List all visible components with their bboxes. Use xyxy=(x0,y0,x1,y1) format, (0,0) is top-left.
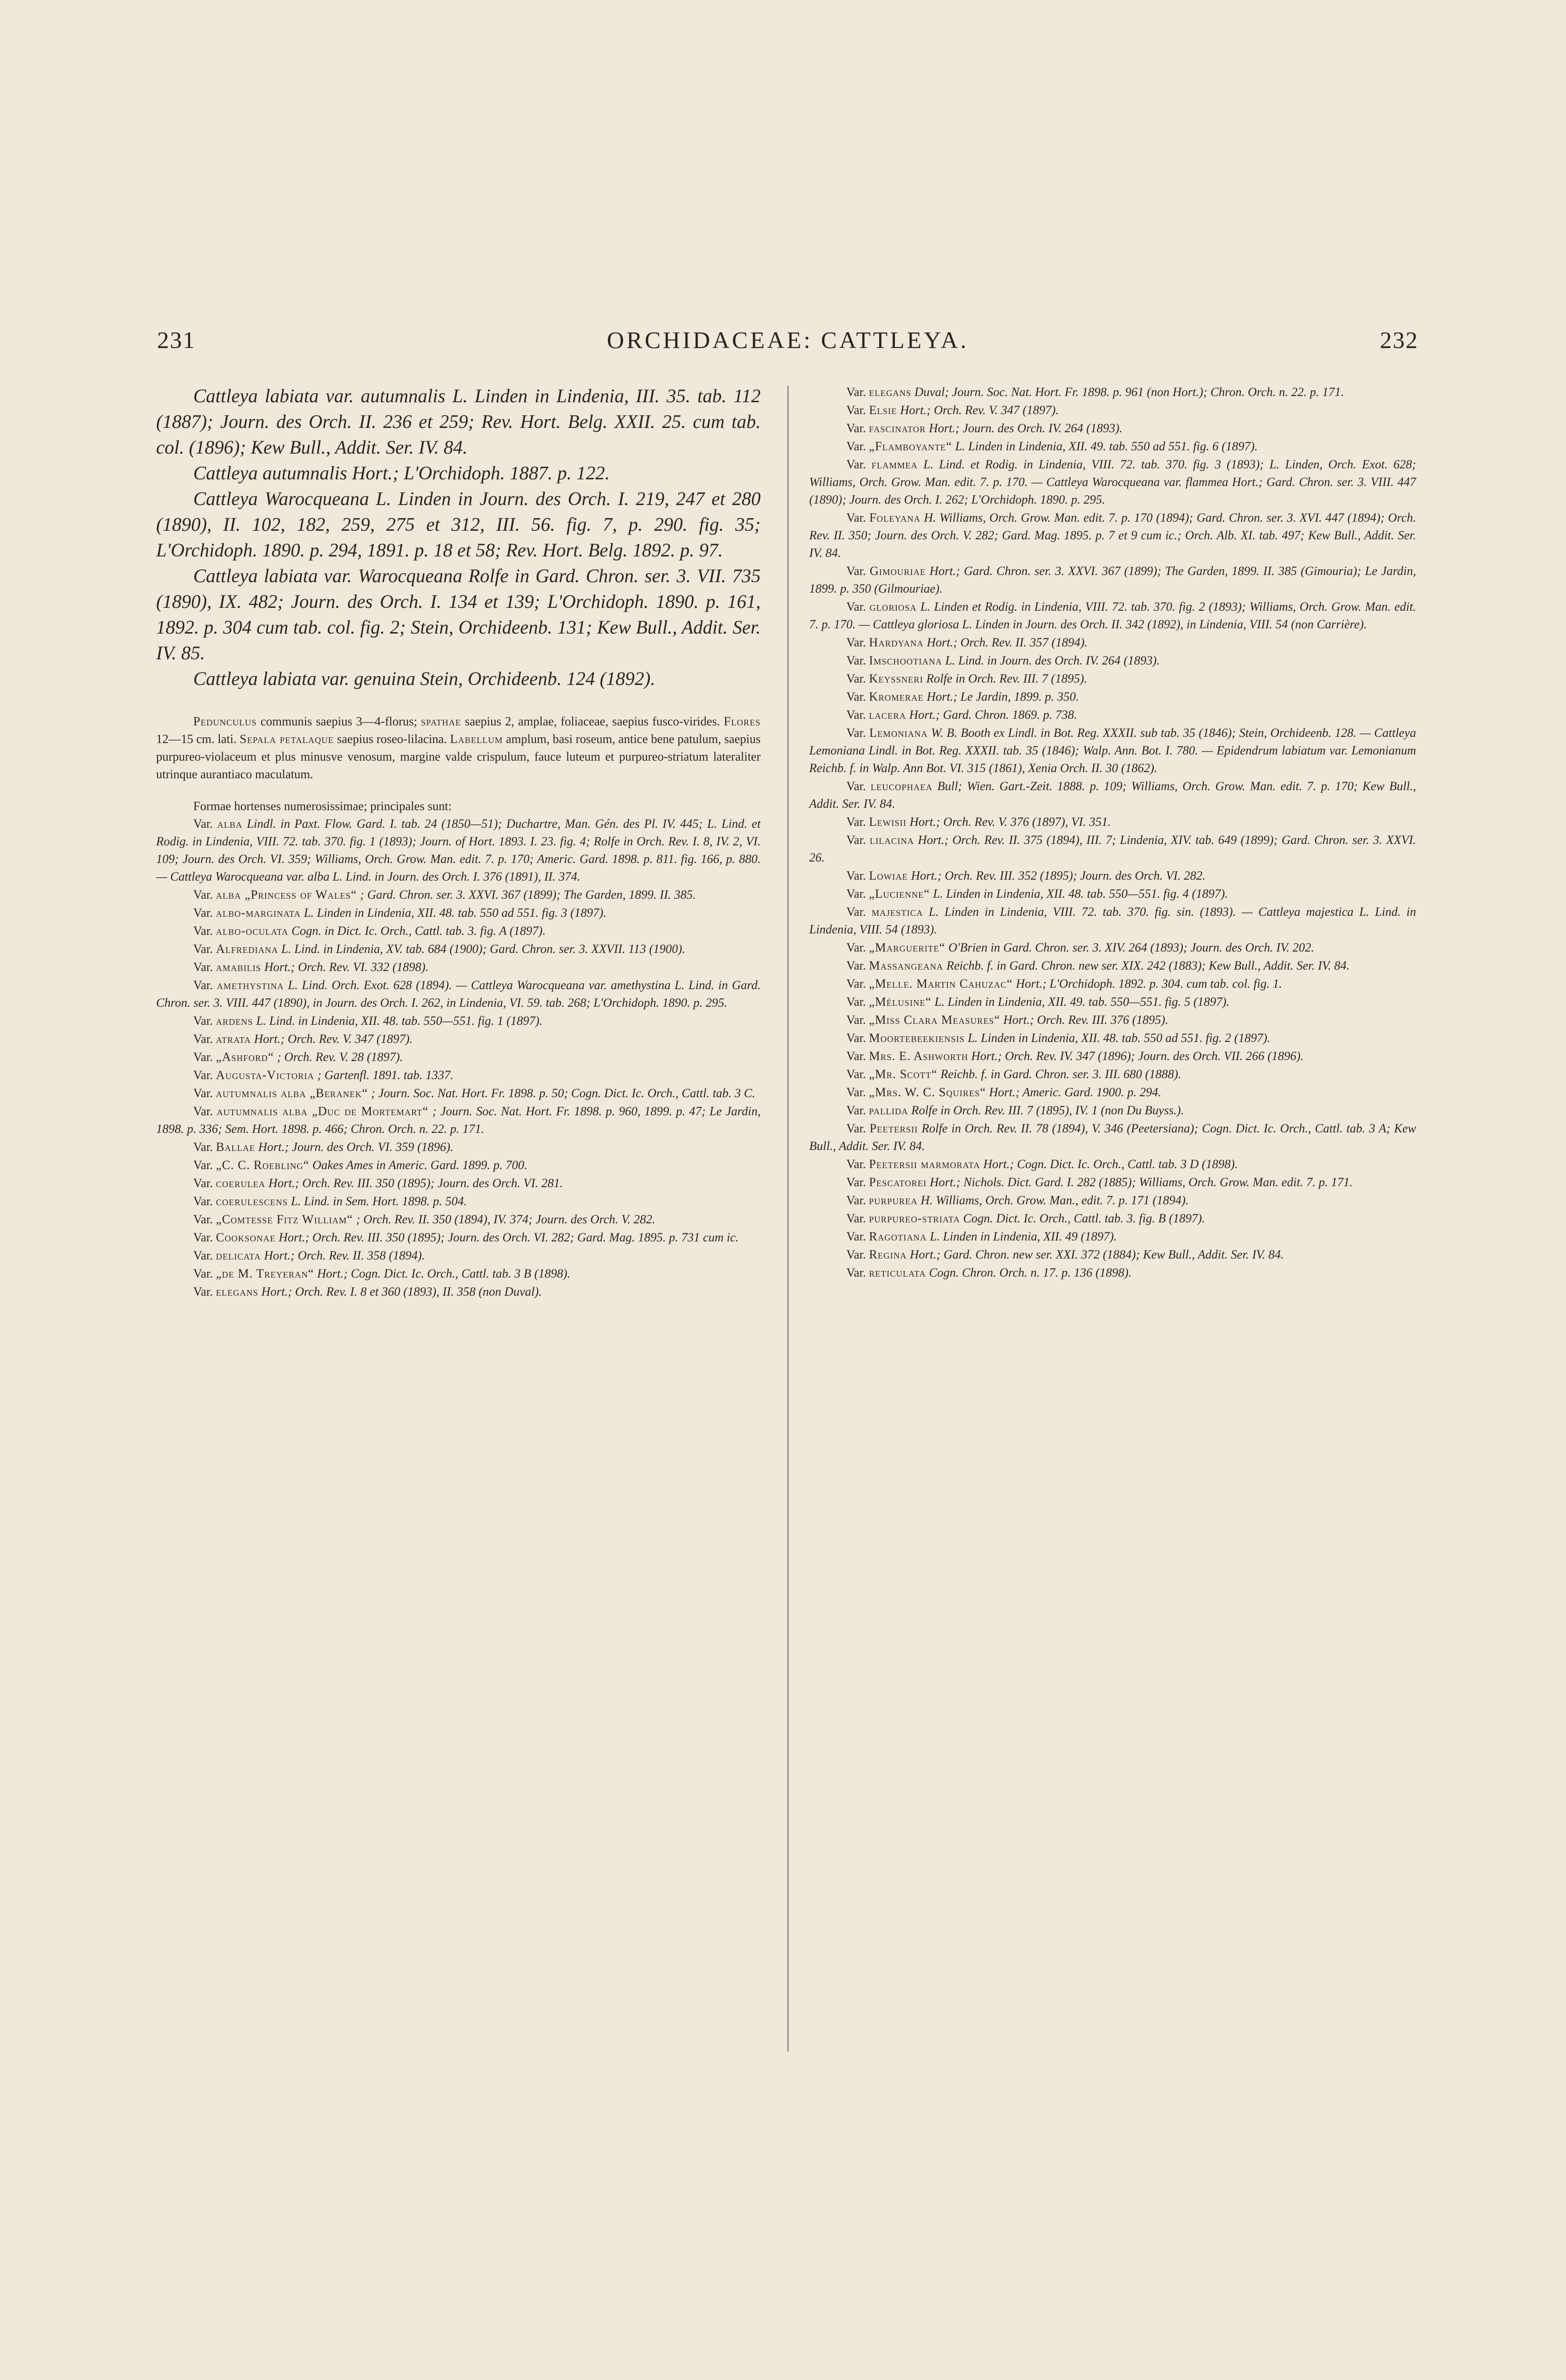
variety-entry xyxy=(809,957,1416,974)
variety-reference: Reichb. f. in Gard. Chron. new ser. XIX. 242 (1883); Kew Bull., Addit. Ser. IV. 84. xyxy=(946,959,1350,972)
variety-name: Peetersii marmorata xyxy=(869,1157,981,1171)
right-column xyxy=(809,383,1416,1282)
variety-label: Var. xyxy=(193,817,218,831)
variety-label: Var. xyxy=(846,1085,869,1099)
variety-name: Alfrediana xyxy=(216,942,278,956)
variety-label: Var. xyxy=(193,1140,216,1154)
variety-label: Var. xyxy=(193,1249,216,1262)
variety-label: Var. xyxy=(846,959,869,972)
variety-reference: Hort.; Orch. Rev. III. 350 (1895); Journ. des Orch. VI. 282; Gard. Mag. 1895. p. 731 cum ic. xyxy=(278,1230,739,1244)
variety-name: Lowiae xyxy=(869,869,908,883)
variety-entry xyxy=(156,1247,761,1264)
variety-entry xyxy=(809,813,1416,831)
variety-reference: Bull; Wien. Gart.-Zeit. 1888. p. 109; Williams, Orch. Grow. Man. edit. 7. p. 170; Kew Bull., Addit. Ser. IV. 84. xyxy=(809,779,1417,811)
variety-entry xyxy=(809,1246,1416,1263)
variety-entry xyxy=(156,940,761,958)
variety-label: Var. xyxy=(846,1013,869,1027)
variety-name: pallida xyxy=(869,1103,909,1117)
variety-label: Var. xyxy=(193,960,216,974)
variety-label: Var. xyxy=(846,941,869,954)
variety-label: Var. xyxy=(846,439,869,453)
variety-name: alba „Princess of Wales“ xyxy=(216,888,357,902)
variety-reference: ; Gartenfl. 1891. tab. 1337. xyxy=(317,1068,454,1082)
variety-name: atrata xyxy=(216,1032,251,1046)
variety-reference: Oakes Ames in Americ. Gard. 1899. p. 700. xyxy=(312,1158,527,1172)
variety-name: purpurea xyxy=(869,1193,918,1207)
forms-intro: Formae hortenses numerosissimae; principales sunt: xyxy=(193,799,452,813)
variety-entry xyxy=(156,1030,761,1048)
variety-name: Hardyana xyxy=(869,635,924,649)
variety-entry xyxy=(809,1191,1416,1209)
variety-reference: Rolfe in Orch. Rev. III. 7 (1895), IV. 1 (non Du Buyss.). xyxy=(911,1103,1184,1117)
variety-reference: Rolfe in Orch. Rev. III. 7 (1895). xyxy=(926,672,1087,685)
variety-reference: L. Linden in Lindenia, XII. 48. tab. 550 ad 551. fig. 2 (1897). xyxy=(968,1031,1270,1045)
variety-reference: L. Lind. et Rodig. in Lindenia, VIII. 72. tab. 370. fig. 3 (1893); L. Linden, Orch. Exot. 628; Williams, Orch. Grow. Man. edit. 7. p. 170. — Cattleya Warocqueana var. flammea Hort.; Gard. Chron. ser. 3. VIII. 447 (1890); Journ. des Orch. I. 262; L'Orchidoph. 1890. p. 295. xyxy=(809,457,1416,506)
variety-label: Var. xyxy=(846,403,869,417)
variety-entry xyxy=(156,1066,761,1084)
variety-reference: Reichb. f. in Gard. Chron. ser. 3. III. 680 (1888). xyxy=(940,1067,1181,1081)
variety-reference: Hort.; Orch. Rev. V. 376 (1897), VI. 351. xyxy=(910,815,1111,829)
variety-reference: Hort.; Orch. Rev. IV. 347 (1896); Journ. des Orch. VII. 266 (1896). xyxy=(971,1049,1304,1063)
variety-label: Var. xyxy=(193,1104,217,1118)
variety-entry xyxy=(809,831,1416,866)
variety-name: lacera xyxy=(869,708,906,722)
variety-name: Moortebeekiensis xyxy=(869,1031,965,1045)
variety-name: Elsie xyxy=(869,403,897,417)
variety-label: Var. xyxy=(846,385,869,399)
variety-label: Var. xyxy=(846,672,869,685)
variety-name: „Melle. Martin Cahuzac“ xyxy=(869,977,1013,991)
variety-entry xyxy=(809,509,1416,562)
variety-name: Keyssneri xyxy=(869,672,923,685)
variety-name: reticulata xyxy=(869,1266,926,1279)
variety-reference: Hort.; Journ. des Orch. VI. 359 (1896). xyxy=(258,1140,454,1154)
variety-reference: Hort.; Orch. Rev. III. 376 (1895). xyxy=(1003,1013,1169,1027)
variety-label: Var. xyxy=(846,421,869,435)
running-header xyxy=(157,326,1418,364)
variety-name: Massangeana xyxy=(869,959,943,972)
variety-entry xyxy=(156,904,761,922)
variety-reference: Cogn. Dict. Ic. Orch., Cattl. tab. 3. fig. B (1897). xyxy=(963,1211,1205,1225)
variety-reference: L. Linden in Lindenia, XII. 49. tab. 550—551. fig. 5 (1897). xyxy=(934,995,1230,1009)
variety-reference: Hort.; Le Jardin, 1899. p. 350. xyxy=(926,690,1079,704)
variety-label: Var. xyxy=(846,1067,869,1081)
variety-name: majestica xyxy=(872,905,923,919)
variety-entry xyxy=(156,1102,761,1138)
variety-label: Var. xyxy=(846,564,870,578)
variety-reference: Hort.; Gard. Chron. ser. 3. XXVI. 367 (1899); The Garden, 1899. II. 385 (Gimouria); Le Jardin, 1899. p. 350 (Gilmouriae). xyxy=(809,564,1416,595)
variety-entry xyxy=(156,1283,761,1300)
variety-entry xyxy=(809,706,1416,724)
variety-name: „Mr. Scott“ xyxy=(869,1067,938,1081)
variety-entry xyxy=(809,598,1416,633)
variety-reference: Cogn. in Dict. Ic. Orch., Cattl. tab. 3. fig. A (1897). xyxy=(291,924,546,938)
variety-name: flammea xyxy=(872,457,918,471)
variety-entry xyxy=(809,993,1416,1011)
variety-label: Var. xyxy=(193,888,216,902)
variety-label: Var. xyxy=(846,1175,869,1189)
variety-name: fascinator xyxy=(869,421,926,435)
variety-reference: Hort.; Nichols. Dict. Gard. I. 282 (1885); Williams, Orch. Grow. Man. edit. 7. p. 171. xyxy=(930,1175,1353,1189)
variety-name: „Mélusine“ xyxy=(869,995,932,1009)
variety-entry xyxy=(809,562,1416,597)
variety-reference: Hort.; Cogn. Dict. Ic. Orch., Cattl. tab. 3 D (1898). xyxy=(983,1157,1238,1171)
variety-reference: L. Linden in Lindenia, XII. 48. tab. 550 ad 551. fig. 3 (1897). xyxy=(304,906,606,920)
variety-reference: L. Linden in Lindenia, XII. 48. tab. 550—551. fig. 4 (1897). xyxy=(933,887,1228,901)
variety-name: Kromerae xyxy=(869,690,924,704)
variety-reference: Hort.; Orch. Rev. V. 347 (1897). xyxy=(900,403,1059,417)
variety-reference: ; Orch. Rev. V. 28 (1897). xyxy=(277,1050,403,1064)
variety-label: Var. xyxy=(193,978,217,992)
variety-entry xyxy=(156,1174,761,1192)
variety-reference: Hort.; Orch. Rev. II. 357 (1894). xyxy=(926,635,1088,649)
variety-entry xyxy=(809,1047,1416,1065)
variety-label: Var. xyxy=(193,1285,216,1299)
variety-name: „Lucienne“ xyxy=(869,887,930,901)
variety-name: albo-oculata xyxy=(216,924,288,938)
variety-entry xyxy=(809,1264,1416,1281)
synonym-entry: Cattleya labiata var. autumnalis L. Linden in Lindenia, III. 35. tab. 112 (1887); Journ. des Orch. II. 236 et 259; Rev. Hort. Belg. XXII. 25. cum tab. col. (1896); Kew Bull., Addit. Ser. IV. 84. xyxy=(156,385,761,458)
variety-reference: L. Lind. in Lindenia, XV. tab. 684 (1900); Gard. Chron. ser. 3. XXVII. 113 (1900). xyxy=(281,942,685,956)
variety-entry xyxy=(809,670,1416,687)
variety-entry xyxy=(809,867,1416,884)
variety-label: Var. xyxy=(193,906,216,920)
variety-name: amethystina xyxy=(217,978,284,992)
variety-entry xyxy=(809,777,1416,813)
variety-label: Var. xyxy=(846,511,870,525)
variety-entry xyxy=(809,401,1416,419)
variety-reference: H. Williams, Orch. Grow. Man., edit. 7. p. 171 (1894). xyxy=(921,1193,1189,1207)
variety-reference: Hort.; Orch. Rev. II. 375 (1894), III. 7; Lindenia, XIV. tab. 649 (1899); Gard. Chron. ser. 3. XXVI. 26. xyxy=(809,833,1416,864)
variety-entry xyxy=(156,976,761,1012)
variety-label: Var. xyxy=(846,1049,869,1063)
variety-entry xyxy=(809,1101,1416,1119)
variety-name: „Mrs. W. C. Squires“ xyxy=(869,1085,986,1099)
variety-reference: Hort.; Orch. Rev. I. 8 et 360 (1893), II. 358 (non Duval). xyxy=(261,1285,542,1299)
synonym-entry: Cattleya Warocqueana L. Linden in Journ. des Orch. I. 219, 247 et 280 (1890), II. 102, 182, 259, 275 et 312, III. 56. fig. 7, p. 290. fig. 35; L'Orchidoph. 1890. p. 294, 1891. p. 18 et 58; Rev. Hort. Belg. 1892. p. 97. xyxy=(156,488,761,561)
variety-entry xyxy=(156,1012,761,1030)
variety-name: autumnalis alba „Beranek“ xyxy=(216,1086,368,1100)
synonym-entry: Cattleya labiata var. Warocqueana Rolfe in Gard. Chron. ser. 3. VII. 735 (1890), IX. 482; Journ. des Orch. I. 134 et 139; L'Orchidoph. 1890. p. 161, 1892. p. 304 cum tab. col. fig. 2; Stein, Orchideenb. 131; Kew Bull., Addit. Ser. IV. 85. xyxy=(156,565,761,664)
variety-entry xyxy=(156,1229,761,1246)
variety-reference: Hort.; Orch. Rev. III. 350 (1895); Journ. des Orch. VI. 281. xyxy=(268,1176,563,1190)
variety-reference: H. Williams, Orch. Grow. Man. edit. 7. p. 170 (1894); Gard. Chron. ser. 3. XVI. 447 (1894); Orch. Rev. II. 350; Journ. des Orch. V. 282; Gard. Mag. 1895. p. 7 et 9 cum ic.; Orch. Alb. XI. tab. 497; Kew Bull., Addit. Ser. IV. 84. xyxy=(809,511,1416,560)
variety-reference: Rolfe in Orch. Rev. II. 78 (1894), V. 346 (Peetersiana); Cogn. Dict. Ic. Orch., Cattl. tab. 3 A; Kew Bull., Addit. Ser. IV. 84. xyxy=(809,1121,1416,1153)
variety-reference: L. Linden in Lindenia, XII. 49 (1897). xyxy=(930,1230,1117,1243)
variety-reference: Duval; Journ. Soc. Nat. Hort. Fr. 1898. p. 961 (non Hort.); Chron. Orch. n. 22. p. 171. xyxy=(914,385,1344,399)
variety-label: Var. xyxy=(846,815,869,829)
variety-entry xyxy=(156,1192,761,1210)
variety-reference: L. Lind. in Sem. Hort. 1898. p. 504. xyxy=(291,1194,467,1208)
variety-label: Var. xyxy=(846,1157,869,1171)
description-paragraph: Pedunculus communis saepius 3—4-florus; spathae saepius 2, amplae, foliaceae, saepius fusco-virides. Flores 12—15 cm. lati. Sepala petalaque saepius roseo-lilacina. Labellum amplum, basi roseum, antice bene patulum, saepius purpureo-violaceum et plus minusve venosum, margine valde crispulum, fauce luteum et purpureo-striatum lateraliter utrinque aurantiaco maculatum. xyxy=(156,714,761,781)
variety-entry xyxy=(156,922,761,940)
variety-name: elegans xyxy=(216,1285,258,1299)
page-number-left: 231 xyxy=(157,327,196,353)
variety-name: amabilis xyxy=(216,960,261,974)
variety-reference: Hort.; Gard. Chron. 1869. p. 738. xyxy=(909,708,1077,722)
variety-label: Var. xyxy=(846,1266,869,1279)
variety-reference: Cogn. Chron. Orch. n. 17. p. 136 (1898). xyxy=(929,1266,1132,1279)
variety-reference: L. Lind. Orch. Exot. 628 (1894). — Cattleya Warocqueana var. amethystina L. Lind. in Gard. Chron. ser. 3. VIII. 447 (1890), in Journ. des Orch. I. 262, in Lindenia, VI. 59. tab. 268; L'Orchidoph. 1890. p. 295. xyxy=(156,978,761,1010)
variety-label: Var. xyxy=(846,1211,869,1225)
variety-name: Pescatorei xyxy=(869,1175,927,1189)
variety-reference: ; Journ. Soc. Nat. Hort. Fr. 1898. p. 50; Cogn. Dict. Ic. Orch., Cattl. tab. 3 C. xyxy=(371,1086,755,1100)
variety-entry xyxy=(156,1210,761,1228)
variety-name: albo-marginata xyxy=(216,906,301,920)
variety-entry xyxy=(809,885,1416,902)
variety-label: Var. xyxy=(846,457,872,471)
variety-reference: W. B. Booth ex Lindl. in Bot. Reg. XXXII. sub tab. 35 (1846); Stein, Orchideenb. 128. — Cattleya Lemoniana Lindl. in Bot. Reg. XXXII. tab. 35 (1846); Walp. Ann. Bot. I. 780. — Epidendrum labiatum var. Lemonianum Reichb. f. in Walp. Ann Bot. VI. 315 (1861), Xenia Orch. II. 30 (1862). xyxy=(809,726,1417,775)
synonymy xyxy=(156,383,761,692)
variety-label: Var. xyxy=(193,1068,216,1082)
variety-label: Var. xyxy=(846,905,872,919)
variety-entry xyxy=(809,688,1416,705)
variety-entry xyxy=(156,1138,761,1156)
variety-entry xyxy=(156,1156,761,1174)
variety-entry xyxy=(809,1011,1416,1029)
variety-entry xyxy=(809,1065,1416,1083)
variety-label: Var. xyxy=(846,779,871,793)
variety-label: Var. xyxy=(846,1103,869,1117)
variety-entry xyxy=(809,1173,1416,1191)
variety-entry xyxy=(156,958,761,976)
variety-label: Var. xyxy=(193,1158,216,1172)
variety-reference: Hort.; Orch. Rev. III. 352 (1895); Journ. des Orch. VI. 282. xyxy=(911,869,1206,883)
variety-reference: O'Brien in Gard. Chron. ser. 3. XIV. 264 (1893); Journ. des Orch. IV. 202. xyxy=(948,941,1315,954)
page-number-right: 232 xyxy=(1380,327,1418,353)
variety-label: Var. xyxy=(846,708,869,722)
variety-name: alba xyxy=(217,817,243,831)
variety-reference: ; Journ. Soc. Nat. Hort. Fr. 1898. p. 960, 1899. p. 47; Le Jardin, 1898. p. 336; Sem. Hort. 1898. p. 466; Chron. Orch. n. 22. p. 171. xyxy=(156,1104,761,1136)
variety-entry xyxy=(809,456,1416,508)
variety-entry xyxy=(156,886,761,903)
variety-label: Var. xyxy=(193,1086,216,1100)
variety-label: Var. xyxy=(193,1176,216,1190)
variety-reference: L. Linden in Lindenia, VIII. 72. tab. 370. fig. sin. (1893). — Cattleya majestica L. Lind. in Lindenia, VIII. 54 (1893). xyxy=(809,905,1416,936)
variety-name: „Ashford“ xyxy=(216,1050,274,1064)
variety-name: Mrs. E. Ashworth xyxy=(869,1049,968,1063)
variety-label: Var. xyxy=(193,1212,216,1226)
variety-reference: ; Orch. Rev. II. 350 (1894), IV. 374; Journ. des Orch. V. 282. xyxy=(356,1212,655,1226)
variety-name: ardens xyxy=(216,1014,253,1028)
variety-reference: Hort.; Orch. Rev. II. 358 (1894). xyxy=(264,1249,425,1262)
variety-name: Foleyana xyxy=(869,511,921,525)
variety-entry xyxy=(809,1029,1416,1047)
variety-reference: Hort.; Cogn. Dict. Ic. Orch., Cattl. tab. 3 B (1898). xyxy=(317,1267,571,1280)
variety-label: Var. xyxy=(846,1031,869,1045)
variety-entry xyxy=(809,1120,1416,1155)
variety-entry xyxy=(809,383,1416,401)
variety-reference: L. Linden et Rodig. in Lindenia, VIII. 72. tab. 370. fig. 2 (1893); Williams, Orch. Grow. Man. edit. 7. p. 170. — Cattleya gloriosa L. Linden in Journ. des Orch. II. 342 (1892), in Lindenia, VIII. 54 (non Carrière). xyxy=(809,600,1416,631)
variety-name: leucophaea xyxy=(871,779,933,793)
variety-reference: ; Gard. Chron. ser. 3. XXVI. 367 (1899); The Garden, 1899. II. 385. xyxy=(360,888,696,902)
variety-label: Var. xyxy=(193,1050,216,1064)
variety-label: Var. xyxy=(846,833,870,847)
variety-reference: L. Linden in Lindenia, XII. 49. tab. 550 ad 551. fig. 6 (1897). xyxy=(955,439,1258,453)
variety-label: Var. xyxy=(193,1230,216,1244)
variety-name: coerulescens xyxy=(216,1194,288,1208)
variety-label: Var. xyxy=(846,869,869,883)
variety-name: Imschootiana xyxy=(869,654,942,667)
variety-label: Var. xyxy=(846,600,870,614)
running-title: ORCHIDACEAE: CATTLEYA. xyxy=(607,327,969,353)
variety-list xyxy=(809,383,1416,1281)
variety-entry xyxy=(809,724,1416,777)
variety-name: coerulea xyxy=(216,1176,266,1190)
variety-entry xyxy=(809,975,1416,992)
variety-entry xyxy=(809,1228,1416,1245)
variety-name: purpureo-striata xyxy=(869,1211,960,1225)
variety-label: Var. xyxy=(846,654,869,667)
variety-name: Gimouriae xyxy=(870,564,926,578)
variety-name: „Marguerite“ xyxy=(869,941,945,954)
variety-name: „Comtesse Fitz William“ xyxy=(216,1212,353,1226)
variety-reference: Hort.; Journ. des Orch. IV. 264 (1893). xyxy=(929,421,1123,435)
variety-name: Lemoniana xyxy=(869,726,928,740)
variety-label: Var. xyxy=(193,942,216,956)
variety-name: „C. C. Roebling“ xyxy=(216,1158,309,1172)
variety-label: Var. xyxy=(846,995,869,1009)
variety-entry xyxy=(156,815,761,885)
variety-name: Ragotiana xyxy=(869,1230,927,1243)
variety-entry xyxy=(809,419,1416,437)
variety-entry xyxy=(809,1083,1416,1101)
variety-label: Var. xyxy=(846,726,870,740)
variety-list xyxy=(156,815,761,1300)
variety-entry xyxy=(809,634,1416,651)
variety-label: Var. xyxy=(193,1032,216,1046)
variety-label: Var. xyxy=(846,1121,870,1135)
variety-label: Var. xyxy=(193,924,216,938)
variety-reference: L. Lind. in Lindenia, XII. 48. tab. 550—551. fig. 1 (1897). xyxy=(256,1014,543,1028)
variety-label: Var. xyxy=(846,1230,869,1243)
synonym-entry: Cattleya autumnalis Hort.; L'Orchidoph. 1887. p. 122. xyxy=(193,462,610,484)
variety-entry xyxy=(809,903,1416,938)
variety-reference: Hort.; Americ. Gard. 1900. p. 294. xyxy=(989,1085,1161,1099)
variety-name: delicata xyxy=(216,1249,261,1262)
variety-reference: L. Lind. in Journ. des Orch. IV. 264 (1893). xyxy=(945,654,1160,667)
variety-entry xyxy=(809,1210,1416,1227)
variety-entry xyxy=(156,1084,761,1102)
variety-reference: Hort.; Orch. Rev. VI. 332 (1898). xyxy=(264,960,429,974)
variety-entry xyxy=(156,1265,761,1282)
variety-entry xyxy=(809,939,1416,956)
variety-entry xyxy=(809,437,1416,455)
variety-label: Var. xyxy=(846,635,869,649)
variety-name: „Flamboyante“ xyxy=(869,439,952,453)
variety-name: lilacina xyxy=(870,833,914,847)
variety-label: Var. xyxy=(846,690,869,704)
variety-reference: Hort.; L'Orchidoph. 1892. p. 304. cum tab. col. fig. 1. xyxy=(1016,977,1282,991)
variety-name: Augusta-Victoria xyxy=(216,1068,315,1082)
synonym-entry: Cattleya labiata var. genuina Stein, Orchideenb. 124 (1892). xyxy=(193,668,655,689)
variety-reference: Hort.; Gard. Chron. new ser. XXI. 372 (1884); Kew Bull., Addit. Ser. IV. 84. xyxy=(910,1248,1284,1261)
variety-name: Peetersii xyxy=(869,1121,918,1135)
left-column xyxy=(156,383,761,1301)
variety-name: „Miss Clara Measures“ xyxy=(869,1013,1001,1027)
variety-reference: Lindl. in Paxt. Flow. Gard. I. tab. 24 (1850—51); Duchartre, Man. Gén. des Pl. IV. 445; L. Lind. et Rodig. in Lindenia, VIII. 72. tab. 370. fig. 1 (1893); Journ. of Hort. 1893. I. 23. fig. 4; Rolfe in Orch. Rev. I. 8, IV. 2, VI. 109; Journ. des Orch. VI. 359; Williams, Orch. Grow. Man. edit. 7. p. 170; Americ. Gard. 1898. p. 811. fig. 166, p. 880. — Cattleya Warocqueana var. alba L. Lind. in Journ. des Orch. I. 376 (1891), II. 374. xyxy=(156,817,761,883)
variety-label: Var. xyxy=(846,1248,869,1261)
variety-label: Var. xyxy=(193,1014,216,1028)
variety-name: Regina xyxy=(869,1248,907,1261)
variety-name: Cooksonae xyxy=(216,1230,276,1244)
variety-entry xyxy=(809,1155,1416,1173)
variety-label: Var. xyxy=(846,977,869,991)
column-divider xyxy=(787,386,789,2052)
variety-entry xyxy=(156,1048,761,1066)
variety-name: „de M. Treyeran“ xyxy=(216,1267,314,1280)
variety-name: Ballae xyxy=(216,1140,255,1154)
variety-entry xyxy=(809,652,1416,669)
variety-label: Var. xyxy=(846,887,869,901)
variety-label: Var. xyxy=(846,1193,869,1207)
variety-label: Var. xyxy=(193,1194,216,1208)
variety-name: autumnalis alba „Duc de Mortemart“ xyxy=(217,1104,429,1118)
variety-reference: Hort.; Orch. Rev. V. 347 (1897). xyxy=(254,1032,413,1046)
variety-name: Lewisii xyxy=(869,815,907,829)
variety-name: elegans xyxy=(869,385,912,399)
variety-name: gloriosa xyxy=(869,600,917,614)
variety-label: Var. xyxy=(193,1267,216,1280)
